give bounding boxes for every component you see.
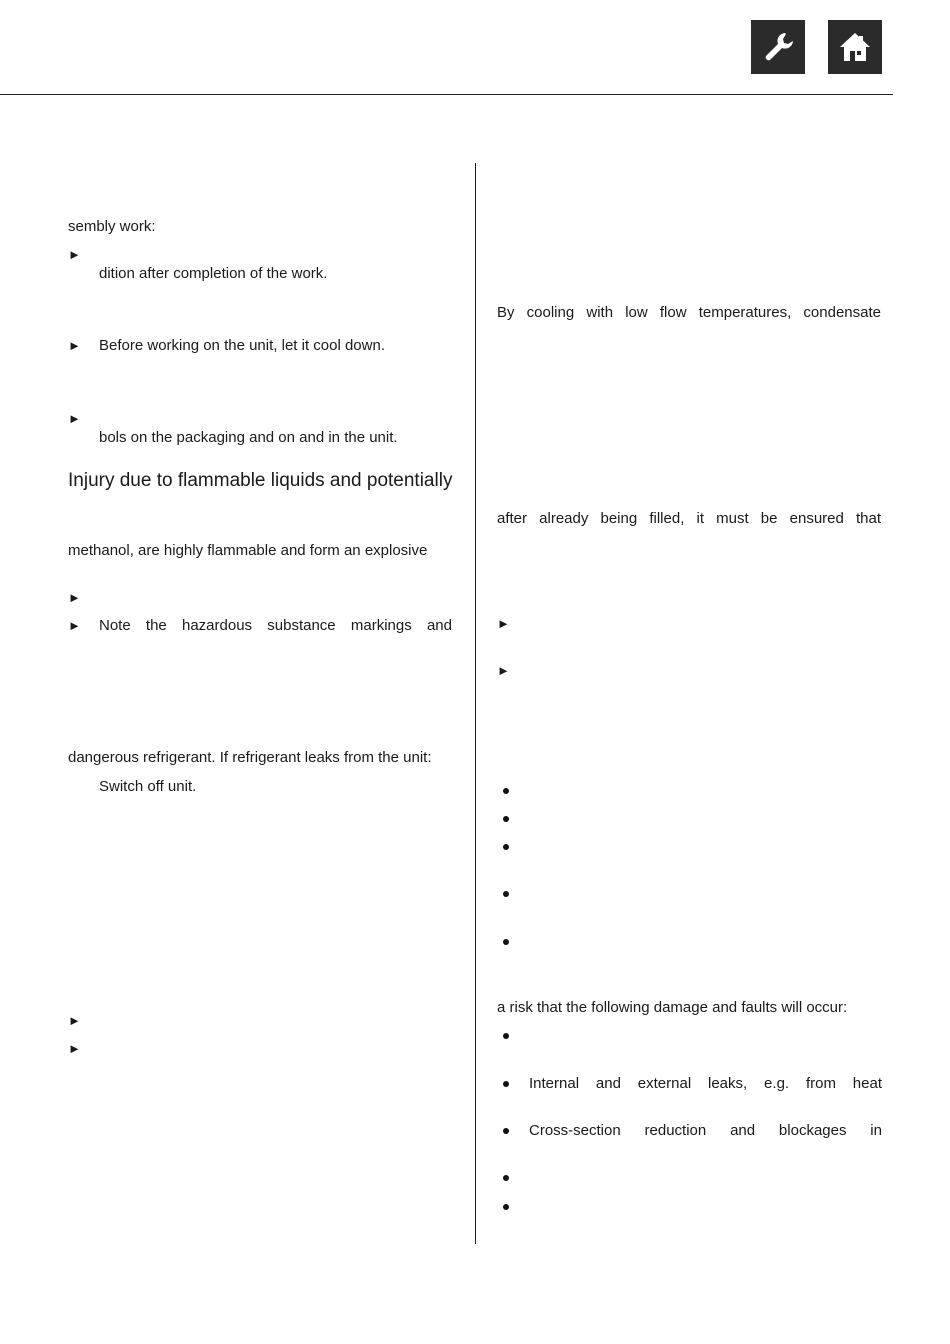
right-text-line: a risk that the following damage and faults will occur: <box>497 999 848 1016</box>
home-icon <box>835 27 875 67</box>
round-bullet <box>503 939 509 945</box>
arrow-bullet: ► <box>497 663 510 678</box>
round-bullet <box>503 1204 509 1210</box>
arrow-bullet: ► <box>68 590 81 605</box>
arrow-bullet: ► <box>68 338 81 353</box>
column-divider <box>475 163 476 1244</box>
round-bullet <box>503 1175 509 1181</box>
section-heading: Injury due to flammable liquids and potentially <box>68 470 453 491</box>
left-text-line: dangerous refrigerant. If refrigerant leaks from the unit: <box>68 749 432 766</box>
arrow-bullet: ► <box>497 616 510 631</box>
right-text-line: Cross-section reduction and blockages in <box>529 1122 882 1139</box>
left-text-line: Switch off unit. <box>99 778 197 795</box>
arrow-bullet: ► <box>68 1013 81 1028</box>
round-bullet <box>503 816 509 822</box>
arrow-bullet: ► <box>68 247 81 262</box>
round-bullet <box>503 844 509 850</box>
header-rule <box>0 94 893 95</box>
right-text-line: after already being filled, it must be ensured that <box>497 510 881 527</box>
home-button[interactable] <box>828 20 882 74</box>
arrow-bullet: ► <box>68 411 81 426</box>
left-text-line: sembly work: <box>68 218 156 235</box>
left-text-line: dition after completion of the work. <box>99 265 328 282</box>
round-bullet <box>503 788 509 794</box>
wrench-icon <box>758 27 798 67</box>
left-text-line: bols on the packaging and on and in the unit. <box>99 429 398 446</box>
right-text-line: Internal and external leaks, e.g. from heat <box>529 1075 882 1092</box>
arrow-bullet: ► <box>68 618 81 633</box>
round-bullet <box>503 891 509 897</box>
round-bullet <box>503 1033 509 1039</box>
round-bullet <box>503 1128 509 1134</box>
arrow-bullet: ► <box>68 1041 81 1056</box>
left-text-line: methanol, are highly flammable and form an explosive <box>68 542 428 559</box>
round-bullet <box>503 1081 509 1087</box>
left-text-line: Before working on the unit, let it cool down. <box>99 337 385 354</box>
right-text-line: By cooling with low flow temperatures, condensate <box>497 304 881 321</box>
left-text-line: Note the hazardous substance markings and <box>99 617 452 634</box>
tools-button[interactable] <box>751 20 805 74</box>
